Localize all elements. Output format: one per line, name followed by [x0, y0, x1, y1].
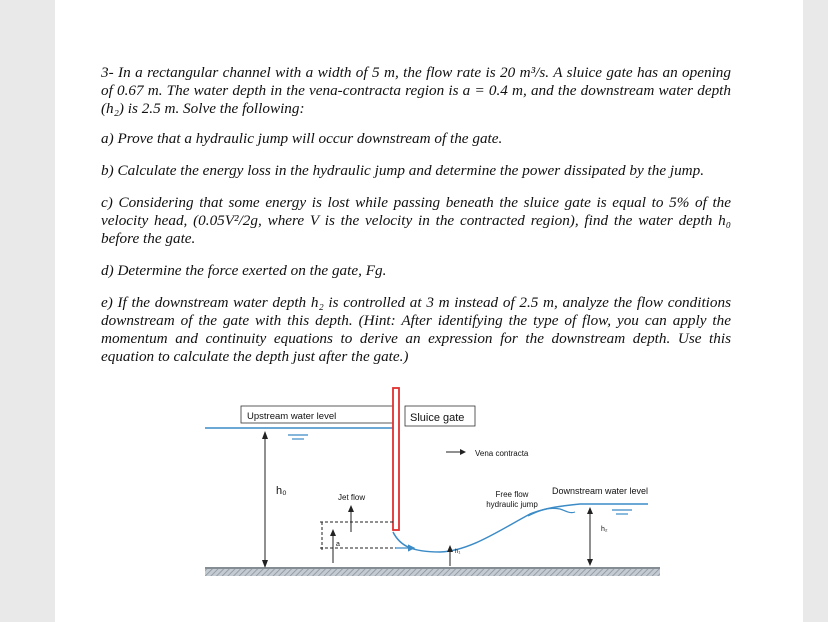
downstream-label: Downstream water level — [552, 486, 649, 496]
gate-label: Sluice gate — [410, 412, 465, 424]
sluice-gate — [393, 388, 399, 530]
h0-label: h₀ — [276, 485, 287, 497]
jump-roller — [528, 508, 575, 516]
h1-label: h₁ — [455, 549, 461, 555]
h2-label: h₂ — [601, 526, 608, 533]
part-b: b) Calculate the energy loss in the hydraulic jump and determine the power dissipated by the jump. — [101, 162, 705, 179]
jet-free-surface — [393, 504, 648, 552]
hydraulic-jump-label: hydraulic jump — [486, 500, 538, 509]
part-d: d) Determine the force exerted on the gate, Fg. — [101, 262, 387, 279]
upstream-label: Upstream water level — [247, 411, 337, 422]
part-e: e) If the downstream water depth h₂ is controlled at 3 m instead of 2.5 m, analyze the flow conditions downstream of the gate with this depth. (Hint: After identifying the type of flow, you can apply the momentum and continuity equations to derive an expression for the downstream depth. Use this equation to calculate the depth just after the gate.) — [101, 294, 731, 365]
jet-flow-arrow — [348, 505, 354, 512]
a-label: a — [336, 541, 340, 548]
channel-bed — [205, 569, 660, 576]
vena-label: Vena contracta — [475, 449, 529, 458]
problem-intro: 3- In a rectangular channel with a width of 5 m, the flow rate is 20 m³/s. A sluice gate has an opening of 0.67 m. The water depth in the vena-contracta region is a = 0.4 m, and the downstream water depth (h₂) is 2.5 m. Solve the following: — [101, 64, 731, 117]
free-flow-label: Free flow — [495, 490, 529, 499]
part-c: c) Considering that some energy is lost while passing beneath the sluice gate is equal to 5% of the velocity head, (0.05V²/2g, where V is the velocity in the contracted region), find the water depth h₀ before the gate. — [101, 194, 731, 247]
part-a: a) Prove that a hydraulic jump will occur downstream of the gate. — [101, 130, 503, 147]
jet-flow-label: Jet flow — [338, 493, 366, 502]
